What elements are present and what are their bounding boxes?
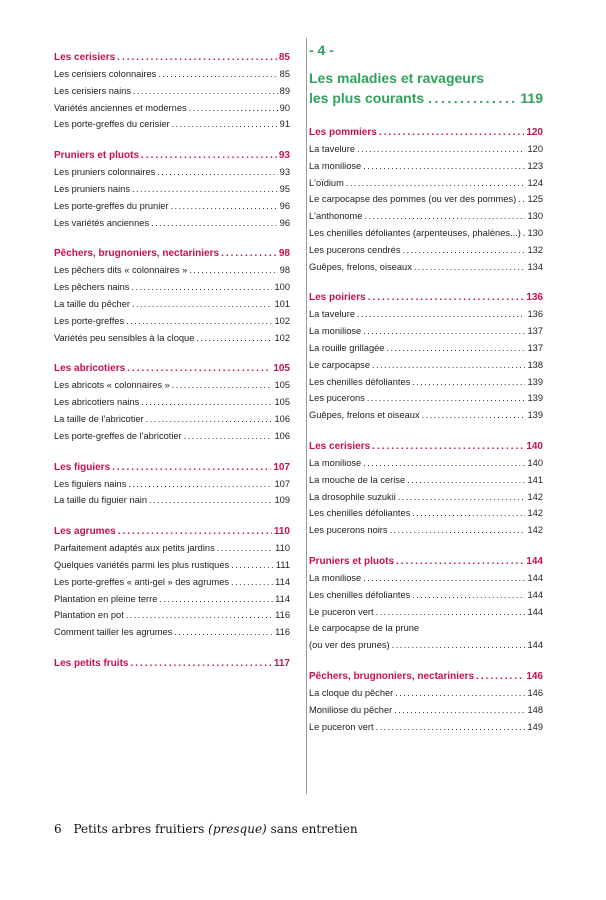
page-number: 114 bbox=[275, 593, 290, 604]
entry-title: Le carpocapse de la prune bbox=[309, 623, 420, 634]
leader-dots bbox=[157, 167, 277, 177]
toc-section-heading bbox=[54, 48, 290, 63]
toc-entry bbox=[309, 603, 543, 617]
leader-dots bbox=[363, 161, 525, 171]
toc-entry bbox=[54, 197, 290, 211]
entry-title: Les porte-greffes du prunier bbox=[54, 200, 169, 211]
page-number: 111 bbox=[275, 560, 290, 570]
page-number: 98 bbox=[279, 265, 290, 276]
page-number: 136 bbox=[527, 309, 543, 320]
entry-title: La cloque du pêcher bbox=[309, 688, 394, 698]
page-number: 95 bbox=[279, 184, 290, 194]
page-number: 132 bbox=[527, 244, 543, 255]
entry-title: Le puceron vert bbox=[309, 721, 374, 732]
toc-entry bbox=[309, 619, 543, 633]
leader-dots bbox=[131, 282, 272, 292]
entry-title: Le carpocapse des pommes (ou ver des pommes) bbox=[309, 194, 517, 205]
entry-title: Les pruniers colonnaires bbox=[54, 167, 156, 178]
entry-title: La taille du figuier nain bbox=[54, 495, 148, 506]
leader-dots bbox=[184, 431, 273, 441]
footer-title-part1: Petits arbres fruitiers bbox=[73, 822, 205, 836]
toc-entry bbox=[54, 278, 290, 292]
section-title: Les abricotiers bbox=[54, 363, 126, 375]
leader-dots bbox=[141, 150, 277, 161]
page-number: 114 bbox=[275, 576, 290, 587]
page-number: 142 bbox=[527, 508, 543, 519]
page-number: 146 bbox=[527, 688, 543, 698]
footer-title-part2: sans entretien bbox=[270, 822, 358, 836]
page-number: 120 bbox=[527, 144, 543, 154]
leader-dots bbox=[392, 640, 526, 650]
page-number: 142 bbox=[527, 491, 543, 502]
leader-dots bbox=[158, 69, 277, 79]
toc-entry bbox=[54, 376, 290, 390]
toc-entry bbox=[309, 190, 543, 204]
page-number: 102 bbox=[274, 315, 290, 326]
leader-dots bbox=[231, 560, 274, 570]
toc-entry bbox=[54, 410, 290, 424]
entry-title: Les chenilles défoliantes bbox=[309, 589, 411, 600]
toc-entry bbox=[309, 140, 543, 154]
leader-dots bbox=[376, 722, 526, 732]
page-number: 102 bbox=[274, 332, 290, 343]
section-title: Les agrumes bbox=[54, 526, 116, 538]
page-number: 141 bbox=[527, 474, 543, 485]
leader-dots bbox=[379, 127, 525, 138]
leader-dots bbox=[476, 671, 524, 682]
toc-entry bbox=[54, 573, 290, 587]
leader-dots bbox=[221, 248, 277, 259]
entry-title: Le carpocapse bbox=[309, 359, 370, 370]
footer-page-number: 6 bbox=[54, 822, 62, 836]
toc-entry bbox=[309, 389, 543, 403]
entry-title: Moniliose du pêcher bbox=[309, 704, 393, 715]
leader-dots bbox=[118, 526, 272, 537]
toc-entry bbox=[309, 718, 543, 732]
toc-entry bbox=[54, 214, 290, 228]
section-title: Pêchers, brugnoniers, nectariniers bbox=[54, 248, 220, 260]
toc-entry bbox=[309, 157, 543, 171]
toc-entry bbox=[54, 261, 290, 275]
entry-title: Les porte-greffes bbox=[54, 315, 125, 326]
leader-dots bbox=[172, 119, 278, 129]
page-number: 139 bbox=[527, 376, 543, 387]
toc-right-column bbox=[306, 38, 543, 794]
leader-dots bbox=[189, 103, 278, 113]
entry-title: Les pucerons bbox=[309, 393, 365, 404]
entry-title: Guêpes, frelons, oiseaux bbox=[309, 261, 412, 272]
entry-title: Les abricotiers nains bbox=[54, 397, 140, 408]
leader-dots bbox=[127, 363, 271, 374]
leader-dots bbox=[394, 705, 525, 715]
section-title: Pruniers et pluots bbox=[309, 556, 395, 567]
page-number: 138 bbox=[527, 359, 543, 370]
section-title: Les pommiers bbox=[309, 127, 377, 138]
footer-title-italic: (presque) bbox=[208, 822, 267, 836]
leader-dots bbox=[363, 326, 525, 336]
leader-dots bbox=[126, 610, 273, 620]
leader-dots bbox=[112, 462, 271, 473]
toc-section-heading bbox=[309, 667, 543, 682]
leader-dots bbox=[189, 265, 277, 275]
section-title: Les poiriers bbox=[309, 292, 366, 304]
toc-section-heading bbox=[309, 552, 543, 567]
entry-title: L'oïdium bbox=[309, 177, 344, 188]
page-number: 91 bbox=[279, 119, 290, 130]
entry-title: Les figuiers nains bbox=[54, 478, 127, 489]
leader-dots bbox=[133, 86, 278, 96]
toc-entry bbox=[309, 569, 543, 583]
entry-title: Les chenilles défoliantes (arpenteuses, phalènes...) bbox=[309, 228, 521, 238]
entry-title: La moniliose bbox=[309, 458, 362, 468]
toc-entry bbox=[309, 258, 543, 272]
toc-entry bbox=[54, 393, 290, 407]
page-number: 144 bbox=[527, 606, 543, 617]
toc-entry bbox=[54, 556, 290, 570]
entry-title: Guêpes, frelons et oiseaux bbox=[309, 410, 420, 421]
leader-dots bbox=[402, 245, 525, 255]
leader-dots bbox=[364, 211, 525, 221]
page-number: 139 bbox=[527, 410, 543, 421]
leader-dots bbox=[428, 90, 516, 106]
entry-title: La taille du pêcher bbox=[54, 299, 130, 309]
page-number: 96 bbox=[279, 217, 290, 228]
leader-dots bbox=[357, 144, 525, 154]
leader-dots bbox=[407, 475, 525, 485]
leader-dots bbox=[386, 343, 525, 353]
entry-title: Les abricots « colonnaires » bbox=[54, 380, 170, 391]
page-number: 85 bbox=[278, 52, 290, 63]
entry-title: Les variétés anciennes bbox=[54, 217, 150, 228]
page-number: 140 bbox=[527, 458, 543, 468]
page-number: 130 bbox=[527, 228, 543, 238]
entry-title: La drosophile suzukii bbox=[309, 491, 396, 502]
page-number: 144 bbox=[527, 589, 543, 600]
toc-entry bbox=[54, 475, 290, 489]
toc-entry bbox=[54, 427, 290, 441]
toc-entry bbox=[54, 491, 290, 505]
leader-dots bbox=[132, 184, 278, 194]
leader-dots bbox=[141, 397, 272, 407]
leader-dots bbox=[367, 393, 526, 403]
leader-dots bbox=[117, 52, 277, 63]
toc-entry bbox=[309, 471, 543, 485]
page-number: 144 bbox=[527, 640, 543, 651]
toc-entry bbox=[309, 373, 543, 387]
leader-dots bbox=[132, 299, 273, 309]
leader-dots bbox=[171, 201, 278, 211]
toc-section-heading bbox=[54, 244, 290, 259]
page-number: 140 bbox=[526, 441, 543, 452]
toc-entry bbox=[309, 406, 543, 420]
chapter-number: - 4 - bbox=[309, 42, 334, 58]
toc-entry bbox=[54, 115, 290, 129]
chapter-title-row bbox=[309, 90, 543, 106]
entry-title: Variétés anciennes et modernes bbox=[54, 102, 187, 113]
page-number: 110 bbox=[275, 543, 290, 554]
page-number: 89 bbox=[279, 85, 290, 96]
page-number: 134 bbox=[527, 261, 543, 272]
page-number: 109 bbox=[274, 495, 290, 506]
toc-entry bbox=[54, 65, 290, 79]
toc-entry bbox=[54, 180, 290, 194]
entry-title: Les porte-greffes « anti-gel » des agrumes bbox=[54, 576, 230, 587]
toc-entry bbox=[54, 312, 290, 326]
leader-dots bbox=[130, 658, 271, 669]
leader-dots bbox=[376, 607, 526, 617]
entry-title: Les chenilles défoliantes bbox=[309, 508, 411, 519]
leader-dots bbox=[390, 525, 526, 535]
page-number: 125 bbox=[527, 194, 543, 205]
section-title: Les figuiers bbox=[54, 461, 111, 473]
entry-title: La mouche de la cerise bbox=[309, 474, 406, 485]
page-number: 105 bbox=[274, 397, 290, 408]
page-number: 116 bbox=[275, 610, 290, 621]
leader-dots bbox=[395, 688, 525, 698]
toc-entry bbox=[309, 224, 543, 238]
toc-entry bbox=[309, 488, 543, 502]
entry-title: La rouille grillagée bbox=[309, 343, 385, 353]
page-number: 90 bbox=[279, 102, 290, 113]
section-title: Pêchers, brugnoniers, nectariniers bbox=[309, 671, 475, 682]
section-title: Les petits fruits bbox=[54, 658, 129, 669]
toc-entry bbox=[309, 504, 543, 518]
toc-entry bbox=[54, 623, 290, 637]
entry-title: Plantation en pleine terre bbox=[54, 593, 158, 604]
toc-entry bbox=[309, 305, 543, 319]
page-number: 96 bbox=[279, 200, 290, 211]
page-number: 148 bbox=[527, 704, 543, 715]
leader-dots bbox=[523, 228, 526, 238]
page-number: 149 bbox=[527, 721, 543, 732]
section-title: Les cerisiers bbox=[309, 441, 371, 452]
chapter-title-line2: les plus courants bbox=[309, 90, 425, 106]
entry-title: La tavelure bbox=[309, 309, 355, 320]
toc-entry bbox=[54, 606, 290, 620]
page-number: 98 bbox=[278, 248, 290, 260]
page-number: 110 bbox=[273, 526, 290, 538]
leader-dots bbox=[151, 218, 278, 228]
page-number: 120 bbox=[526, 127, 543, 138]
entry-title: Quelques variétés parmi les plus rustiques bbox=[54, 560, 230, 570]
entry-title: Plantation en pot bbox=[54, 610, 124, 621]
toc-section-heading bbox=[309, 437, 543, 452]
entry-title: Le puceron vert bbox=[309, 606, 374, 617]
entry-title: La moniliose bbox=[309, 326, 362, 337]
leader-dots bbox=[372, 441, 524, 452]
page-number: 130 bbox=[527, 211, 543, 222]
entry-title: Les pucerons cendrés bbox=[309, 244, 401, 255]
toc-entry bbox=[309, 322, 543, 336]
leader-dots bbox=[159, 594, 273, 604]
toc-entry bbox=[54, 590, 290, 604]
page-number: 107 bbox=[273, 461, 290, 473]
toc-section-heading bbox=[54, 458, 290, 473]
leader-dots bbox=[217, 543, 273, 553]
page-number: 146 bbox=[526, 671, 543, 682]
page-number: 100 bbox=[274, 282, 290, 293]
entry-title: Parfaitement adaptés aux petits jardins bbox=[54, 543, 215, 554]
leader-dots bbox=[412, 377, 525, 387]
entry-title: La moniliose bbox=[309, 573, 362, 583]
chapter-page: 119 bbox=[520, 90, 543, 106]
page-number: 137 bbox=[527, 326, 543, 337]
chapter-title-line1: Les maladies et ravageurs bbox=[309, 70, 485, 86]
leader-dots bbox=[363, 458, 525, 468]
leader-dots bbox=[412, 590, 525, 600]
page-number: 137 bbox=[527, 343, 543, 353]
toc-entry bbox=[309, 521, 543, 535]
entry-title: Les cerisiers colonnaires bbox=[54, 69, 157, 79]
toc-entry bbox=[309, 454, 543, 468]
page-number: 136 bbox=[526, 292, 543, 304]
page-number: 85 bbox=[279, 69, 290, 79]
section-title: Les cerisiers bbox=[54, 52, 116, 63]
entry-title: La tavelure bbox=[309, 144, 355, 154]
entry-title: Les pêchers dits « colonnaires » bbox=[54, 265, 188, 276]
leader-dots bbox=[412, 508, 525, 518]
leader-dots bbox=[172, 380, 273, 390]
toc-section-heading bbox=[54, 522, 290, 537]
toc-section-heading bbox=[309, 288, 543, 303]
toc-section-heading bbox=[54, 146, 290, 161]
entry-title: Les porte-greffes du cerisier bbox=[54, 119, 170, 130]
toc-entry bbox=[54, 295, 290, 309]
page-number: 105 bbox=[274, 380, 290, 391]
page-number: 139 bbox=[527, 393, 543, 404]
entry-title: Les pêchers nains bbox=[54, 282, 130, 293]
toc-entry bbox=[54, 539, 290, 553]
toc-section-heading bbox=[54, 654, 290, 669]
page-number: 142 bbox=[527, 525, 543, 536]
entry-title: La moniliose bbox=[309, 160, 362, 171]
leader-dots bbox=[231, 577, 273, 587]
entry-title: Les cerisiers nains bbox=[54, 85, 131, 96]
toc-entry bbox=[309, 339, 543, 353]
entry-title: La taille de l'abricotier bbox=[54, 414, 144, 424]
toc-entry bbox=[54, 163, 290, 177]
page-number: 116 bbox=[275, 627, 290, 638]
page-number: 123 bbox=[527, 160, 543, 171]
toc-entry bbox=[309, 356, 543, 370]
entry-title: Variétés peu sensibles à la cloque bbox=[54, 332, 195, 343]
page-number: 101 bbox=[274, 299, 290, 309]
toc-entry bbox=[309, 586, 543, 600]
leader-dots bbox=[128, 479, 272, 489]
leader-dots bbox=[357, 309, 525, 319]
page-number: 105 bbox=[273, 363, 290, 375]
leader-dots bbox=[398, 492, 526, 502]
entry-title: Les pucerons noirs bbox=[309, 525, 388, 536]
page-number: 124 bbox=[527, 177, 543, 188]
leader-dots bbox=[414, 262, 526, 272]
page-number: 93 bbox=[278, 150, 290, 162]
toc-entry bbox=[309, 207, 543, 221]
toc-section-heading bbox=[309, 123, 543, 138]
page-number: 107 bbox=[274, 478, 290, 489]
entry-title: Les chenilles défoliantes bbox=[309, 376, 411, 387]
leader-dots bbox=[422, 410, 526, 420]
toc-entry bbox=[54, 82, 290, 96]
toc-entry bbox=[309, 684, 543, 698]
section-title: Pruniers et pluots bbox=[54, 150, 140, 162]
entry-title: (ou ver des prunes) bbox=[309, 640, 390, 651]
leader-dots bbox=[396, 556, 524, 567]
leader-dots bbox=[346, 178, 526, 188]
toc-section-heading bbox=[54, 359, 290, 374]
toc-entry bbox=[54, 99, 290, 113]
page-number: 117 bbox=[273, 658, 290, 669]
toc-entry bbox=[309, 241, 543, 255]
page-footer bbox=[54, 822, 358, 836]
leader-dots bbox=[372, 360, 525, 370]
toc-entry bbox=[309, 174, 543, 188]
leader-dots bbox=[368, 292, 525, 303]
entry-title: Les pruniers nains bbox=[54, 184, 130, 194]
entry-title: Comment tailler les agrumes bbox=[54, 627, 173, 638]
toc-entry bbox=[309, 636, 543, 650]
page-number: 106 bbox=[274, 414, 290, 424]
page-number: 144 bbox=[526, 556, 543, 567]
leader-dots bbox=[518, 194, 525, 204]
leader-dots bbox=[126, 316, 272, 326]
toc-entry bbox=[54, 329, 290, 343]
leader-dots bbox=[196, 333, 272, 343]
page-number: 106 bbox=[274, 430, 290, 441]
entry-title: Les porte-greffes de l'abricotier bbox=[54, 430, 182, 441]
leader-dots bbox=[363, 573, 525, 583]
entry-title: L'anthonome bbox=[309, 211, 363, 222]
page-number: 93 bbox=[279, 167, 290, 178]
page-number: 144 bbox=[527, 573, 543, 583]
leader-dots bbox=[149, 495, 272, 505]
leader-dots bbox=[174, 627, 273, 637]
leader-dots bbox=[146, 414, 273, 424]
toc-entry bbox=[309, 701, 543, 715]
